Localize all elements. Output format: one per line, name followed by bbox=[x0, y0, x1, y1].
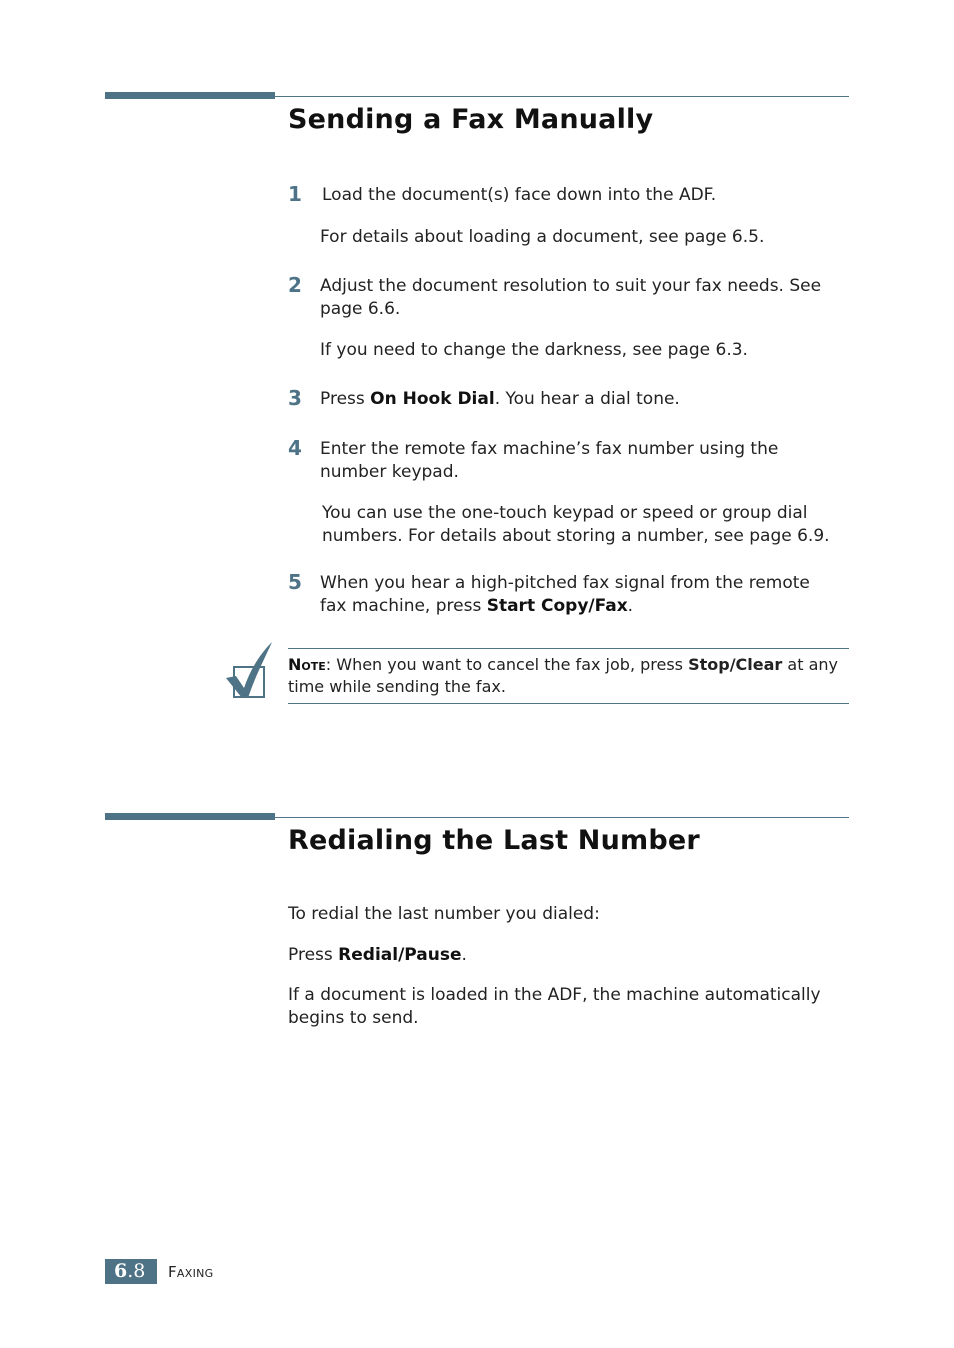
note-text-part: at any time while sending the fax. bbox=[288, 655, 838, 696]
button-name-on-hook-dial: On Hook Dial bbox=[370, 389, 495, 409]
paragraph bbox=[288, 944, 849, 967]
paragraph: If a document is loaded in the ADF, the machine automatically begins to send. bbox=[288, 985, 821, 1028]
step-number: 5 bbox=[288, 570, 302, 594]
paragraph-part: Press bbox=[288, 945, 339, 965]
page-number bbox=[105, 1259, 157, 1284]
step-number: 2 bbox=[288, 273, 302, 297]
step-text: Load the document(s) face down into the ADF. bbox=[322, 185, 717, 205]
note-label: Note bbox=[288, 655, 326, 674]
button-name-stop-clear: Stop/Clear bbox=[688, 655, 783, 674]
checkmark-icon bbox=[222, 640, 274, 702]
page-number-minor: .8 bbox=[127, 1260, 146, 1282]
step-text: Adjust the document resolution to suit your fax needs. See page 6.6. bbox=[320, 276, 822, 319]
step-text-part: . You hear a dial tone. bbox=[494, 389, 680, 409]
section-title-redialing: Redialing the Last Number bbox=[288, 825, 700, 856]
step-number: 1 bbox=[288, 182, 302, 206]
note-text bbox=[288, 654, 850, 698]
step-text-part: When you hear a high-pitched fax signal from the remote fax machine, press bbox=[320, 573, 810, 616]
note-rule-bottom bbox=[288, 703, 849, 704]
section-rule-thin bbox=[275, 96, 849, 97]
paragraph-part: . bbox=[461, 945, 467, 965]
step-text-part: . bbox=[627, 596, 634, 616]
step-text bbox=[320, 388, 849, 411]
section-rule-thick bbox=[105, 92, 275, 99]
section-rule-thick bbox=[105, 813, 275, 820]
step-number: 4 bbox=[288, 436, 302, 460]
button-name-redial-pause: Redial/Pause bbox=[338, 945, 462, 965]
section-rule-thin bbox=[275, 817, 849, 818]
paragraph: To redial the last number you dialed: bbox=[288, 904, 600, 924]
step-number: 3 bbox=[288, 386, 302, 410]
step-text-part: Press bbox=[320, 389, 371, 409]
step-text: Enter the remote fax machine’s fax number using the number keypad. bbox=[320, 439, 779, 482]
note-rule-top bbox=[288, 648, 849, 649]
step-detail: You can use the one-touch keypad or speed or group dial numbers. For details about storing a number, see page 6.9. bbox=[322, 503, 830, 546]
step-detail: For details about loading a document, see page 6.5. bbox=[320, 227, 765, 247]
button-name-start-copy-fax: Start Copy/Fax bbox=[486, 596, 628, 616]
page-number-major: 6 bbox=[114, 1260, 128, 1282]
chapter-label: Faxing bbox=[168, 1263, 214, 1281]
section-title-sending-fax: Sending a Fax Manually bbox=[288, 104, 654, 135]
step-detail: If you need to change the darkness, see page 6.3. bbox=[320, 340, 748, 360]
step-text bbox=[320, 572, 840, 618]
note-text-part: : When you want to cancel the fax job, press bbox=[325, 655, 689, 674]
